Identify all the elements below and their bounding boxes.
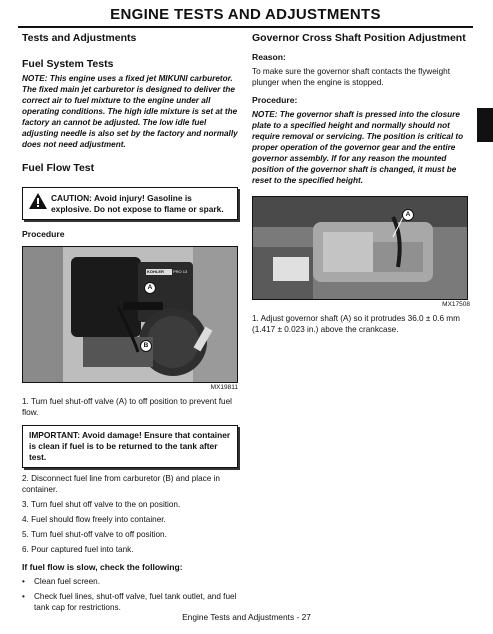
engine-figure [22,246,238,383]
engine-model-label: PRO 13 [173,269,188,274]
governor-figure [252,196,468,300]
bullet-item: • Check fuel lines, shut-off valve, fuel tank outlet, and fuel tank cap for restrictions. [22,592,237,612]
section-thumb-tab [477,108,493,142]
important-box: IMPORTANT: Avoid damage! Ensure that container is clean if fuel is to be returned to the tank after test. [22,425,238,468]
caution-box [22,187,238,220]
governor-photo [253,197,467,299]
step-4: 4. Fuel should flow freely into container. [22,515,166,524]
step-3: 3. Turn fuel shut off valve to the on position. [22,500,181,509]
step-5: 5. Turn fuel shut-off valve to off position. [22,530,167,539]
fuel-system-heading: Fuel System Tests [22,58,114,70]
step-1: 1. Turn fuel shut-off valve (A) to off position to prevent fuel flow. [22,397,232,417]
governor-step-1: 1. Adjust governor shaft (A) so it protrudes 36.0 ± 0.6 mm (1.417 ± 0.023 in.) above the crankcase. [252,314,460,334]
reason-text: To make sure the governor shaft contacts the flyweight plunger when the engine is stopped. [252,67,450,87]
caution-text: CAUTION: Avoid injury! Gasoline is explosive. Do not expose to flame or spark. [51,193,224,214]
warning-icon [29,193,47,209]
callout-a-governor: A [402,209,414,221]
page-header-title: ENGINE TESTS AND ADJUSTMENTS [110,6,381,23]
procedure-label: Procedure [22,229,65,239]
step-6: 6. Pour captured fuel into tank. [22,545,134,554]
bullet-1-text: Clean fuel screen. [34,577,100,586]
step-2: 2. Disconnect fuel line from carburetor (B) and place in container. [22,474,220,494]
page-footer: Engine Tests and Adjustments - 27 [182,612,311,622]
fuel-system-note: NOTE: This engine uses a fixed jet MIKUNI carburetor. The fixed main jet carburetor is designed to deliver the correct air to fuel mixture to the engine under all operating conditions. The high idle mixture is set at the factory an cannot be adjusted. The low idle fuel adjusting needle is also set by the factory and normally does not need adjustment. [22,74,238,149]
procedure-label-right: Procedure: [252,95,298,105]
callout-a: A [144,282,156,294]
header-rule [18,26,473,28]
engine-brand-label: KOHLER [147,269,164,274]
right-column [252,32,470,335]
reason-label: Reason: [252,52,286,62]
engine-photo [23,247,237,382]
governor-figure-id: MX17508 [442,301,470,308]
left-column [22,32,238,613]
slow-flow-heading: If fuel flow is slow, check the following: [22,562,183,572]
section-title: Tests and Adjustments [22,32,137,44]
bullet-item: • Clean fuel screen. [22,577,100,586]
fuel-flow-heading: Fuel Flow Test [22,162,95,174]
figure-id: MX19811 [210,384,238,391]
callout-b: B [140,340,152,352]
bullet-2-text: Check fuel lines, shut-off valve, fuel tank outlet, and fuel tank cap for restrictions. [34,592,237,612]
governor-heading: Governor Cross Shaft Position Adjustment [252,32,466,44]
governor-note: NOTE: The governor shaft is pressed into the closure plate to a specified height and normally should not require removal or servicing. The position is critical to proper operation of the governor gear and the entire governor assembly. If for any reason the mounted position of the governor shaft is changed, it must be reset to the specified height. [252,110,464,185]
